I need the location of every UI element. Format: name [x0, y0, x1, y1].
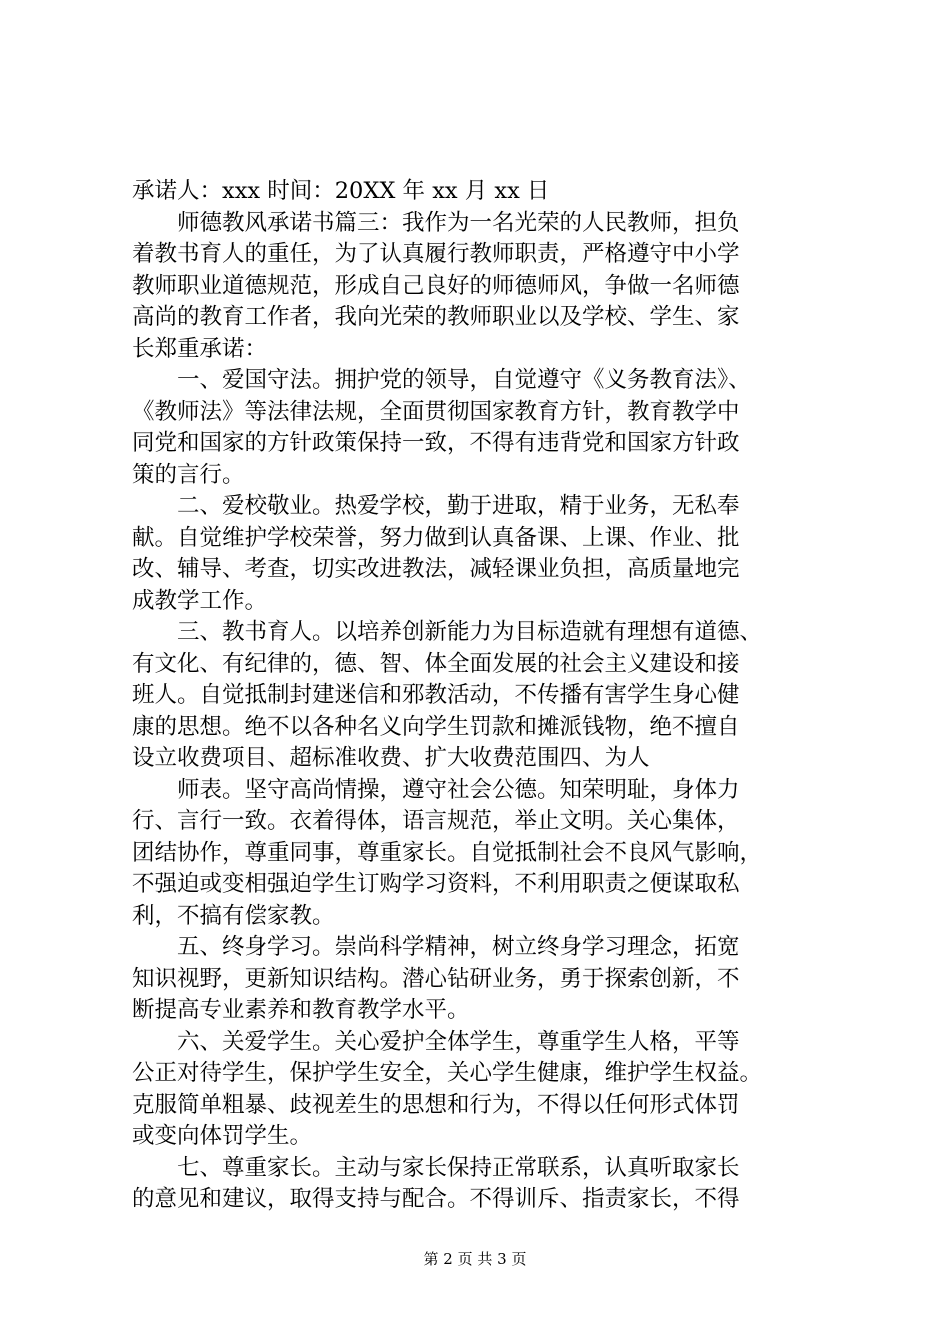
- text-line: 或变向体罚学生。: [132, 1123, 313, 1149]
- page-number-footer: 第 2 页 共 3 页: [423, 1250, 527, 1268]
- text-line: 七、尊重家长。主动与家长保持正常联系，认真听取家长: [177, 1154, 740, 1181]
- text-line: 二、爱校敬业。热爱学校，勤于进取，精于业务，无私奉: [177, 493, 740, 519]
- text-line: 长郑重承诺：: [132, 335, 268, 362]
- text-line: 策的言行。: [132, 461, 245, 488]
- text-line: 设立收费项目、超标准收费、扩大收费范围四、为人: [132, 745, 650, 771]
- text-line: 不强迫或变相强迫学生订购学习资料，不利用职责之便谋取私: [132, 871, 740, 897]
- text-line: 利，不搞有偿家教。: [132, 902, 335, 929]
- text-line: 改、辅导、考查，切实改进教法，减轻课业负担，高质量地完: [132, 556, 740, 582]
- text-line: 断提高专业素养和教育教学水平。: [132, 997, 470, 1023]
- text-line: 行、言行一致。衣着得体，语言规范，举止文明。关心集体，: [132, 808, 740, 834]
- text-line: 团结协作，尊重同事，尊重家长。自觉抵制社会不良风气影响，: [132, 839, 763, 866]
- text-line: 有文化、有纪律的，德、智、体全面发展的社会主义建设和接: [132, 650, 740, 677]
- text-line: 高尚的教育工作者，我向光荣的教师职业以及学校、学生、家: [132, 304, 740, 330]
- text-line: 师表。坚守高尚情操，遵守社会公德。知荣明耻，身体力: [177, 776, 740, 803]
- body-text: [132, 176, 832, 1216]
- text-line: 承诺人：xxx 时间：20XX 年 xx 月 xx 日: [132, 178, 550, 204]
- text-line: 一、爱国守法。拥护党的领导，自觉遵守《义务教育法》、: [177, 367, 751, 393]
- text-line: 教师职业道德规范，形成自己良好的师德师风，争做一名师德: [132, 272, 740, 299]
- text-line: 公正对待学生，保护学生安全，关心学生健康，维护学生权益。: [132, 1060, 763, 1086]
- text-line: 知识视野，更新知识结构。潜心钻研业务，勇于探索创新，不: [132, 965, 740, 992]
- text-line: 献。自觉维护学校荣誉，努力做到认真备课、上课、作业、批: [132, 524, 740, 551]
- text-line: 着教书育人的重任，为了认真履行教师职责，严格遵守中小学: [132, 241, 740, 267]
- text-line: 三、教书育人。以培养创新能力为目标造就有理想有道德、: [177, 619, 763, 645]
- text-line: 班人。自觉抵制封建迷信和邪教活动，不传播有害学生身心健: [132, 682, 740, 708]
- text-line: 克服简单粗暴、歧视差生的思想和行为，不得以任何形式体罚: [132, 1091, 740, 1118]
- text-line: 康的思想。绝不以各种名义向学生罚款和摊派钱物，绝不擅自: [132, 713, 740, 740]
- text-line: 同党和国家的方针政策保持一致，不得有违背党和国家方针政: [132, 430, 740, 456]
- text-line: 《教师法》等法律法规，全面贯彻国家教育方针，教育教学中: [132, 398, 740, 425]
- text-line: 的意见和建议，取得支持与配合。不得训斥、指责家长，不得: [132, 1186, 740, 1212]
- text-line: 成教学工作。: [132, 587, 268, 614]
- text-line: 六、关爱学生。关心爱护全体学生，尊重学生人格，平等: [177, 1028, 740, 1055]
- text-line: 五、终身学习。崇尚科学精神，树立终身学习理念，拓宽: [177, 934, 740, 960]
- text-line: 师德教风承诺书篇三：我作为一名光荣的人民教师，担负: [177, 209, 740, 236]
